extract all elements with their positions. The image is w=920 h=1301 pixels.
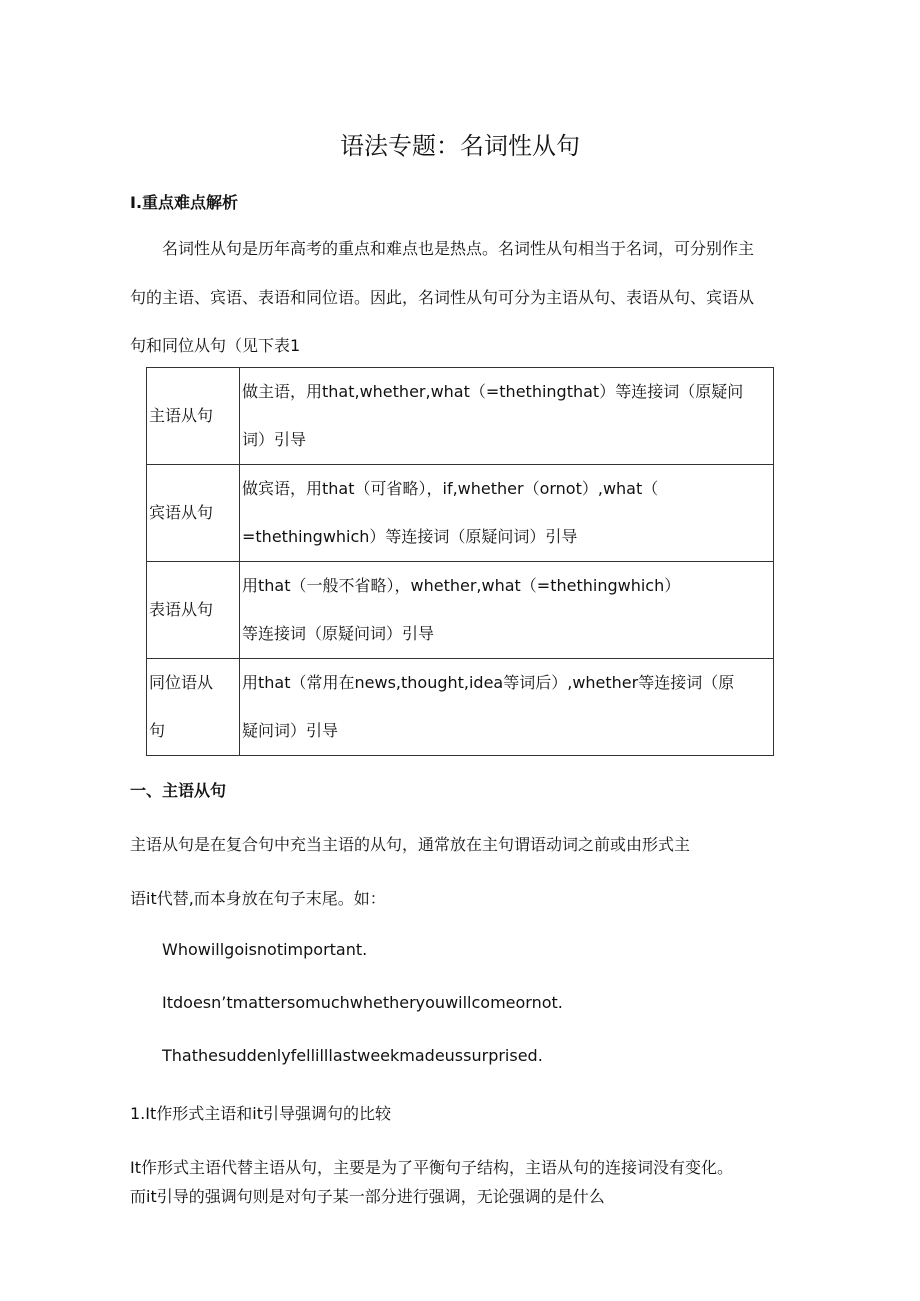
- clause-description-line: =thethingwhich）等连接词（原疑问词）引导: [242, 527, 578, 546]
- section-heading-key-points: I.重点难点解析: [130, 193, 239, 212]
- clause-description-line: 用that（常用在news,thought,idea等词后）,whether等连接词（原: [242, 673, 735, 692]
- comparison-body-line-2: 而it引导的强调句则是对句子某一部分进行强调，无论强调的是什么: [130, 1187, 605, 1206]
- clause-name: 宾语从句: [149, 503, 214, 522]
- clause-description-cell: [240, 659, 774, 756]
- clause-name-cell: [147, 562, 240, 659]
- clause-name-cell: [147, 659, 240, 756]
- clause-name: 同位语从: [149, 673, 214, 692]
- example-sentence-2: Itdoesn’tmattersomuchwhetheryouwillcomeornot.: [162, 993, 563, 1012]
- example-sentence-3: Thathesuddenlyfellilllastweekmadeussurprised.: [162, 1046, 543, 1065]
- section-heading-subject-clause: 一、主语从句: [130, 781, 227, 800]
- table-row: [147, 659, 774, 756]
- clause-types-table: [146, 367, 774, 756]
- page-title: 语法专题：名词性从句: [340, 132, 580, 160]
- example-sentence-1: Whowillgoisnotimportant.: [162, 940, 368, 959]
- subject-clause-intro-line-2: 语it代替,而本身放在句子末尾。如：: [130, 889, 386, 908]
- intro-paragraph-line-2: 句的主语、宾语、表语和同位语。因此，名词性从句可分为主语从句、表语从句、宾语从: [130, 288, 755, 307]
- clause-name-cell: [147, 465, 240, 562]
- clause-description-cell: [240, 465, 774, 562]
- subheading-it-comparison: 1.It作形式主语和it引导强调句的比较: [130, 1104, 391, 1123]
- comparison-body-line-1: It作形式主语代替主语从句，主要是为了平衡句子结构，主语从句的连接词没有变化。: [130, 1158, 733, 1177]
- clause-description-line: 等连接词（原疑问词）引导: [242, 624, 435, 643]
- clause-name: 表语从句: [149, 600, 214, 619]
- table-row: [147, 465, 774, 562]
- clause-description-cell: [240, 368, 774, 465]
- clause-name: 句: [149, 721, 166, 740]
- clause-description-line: 词）引导: [242, 430, 307, 449]
- clause-description-line: 做宾语，用that（可省略），if,whether（ornot）,what（: [242, 479, 659, 498]
- subject-clause-intro-line-1: 主语从句是在复合句中充当主语的从句，通常放在主句谓语动词之前或由形式主: [130, 835, 691, 854]
- clause-description-line: 做主语，用that,whether,what（=thethingthat）等连接词（原疑问: [242, 382, 744, 401]
- intro-paragraph-line-3: 句和同位从句（见下表1: [130, 336, 301, 355]
- clause-description-line: 疑问词）引导: [242, 721, 339, 740]
- clause-description-line: 用that（一般不省略），whether,what（=thethingwhich）: [242, 576, 681, 595]
- intro-paragraph-line-1: 名词性从句是历年高考的重点和难点也是热点。名词性从句相当于名词，可分别作主: [162, 239, 755, 258]
- table-row: [147, 368, 774, 465]
- table-row: [147, 562, 774, 659]
- clause-name: 主语从句: [149, 406, 214, 425]
- clause-description-cell: [240, 562, 774, 659]
- clause-name-cell: [147, 368, 240, 465]
